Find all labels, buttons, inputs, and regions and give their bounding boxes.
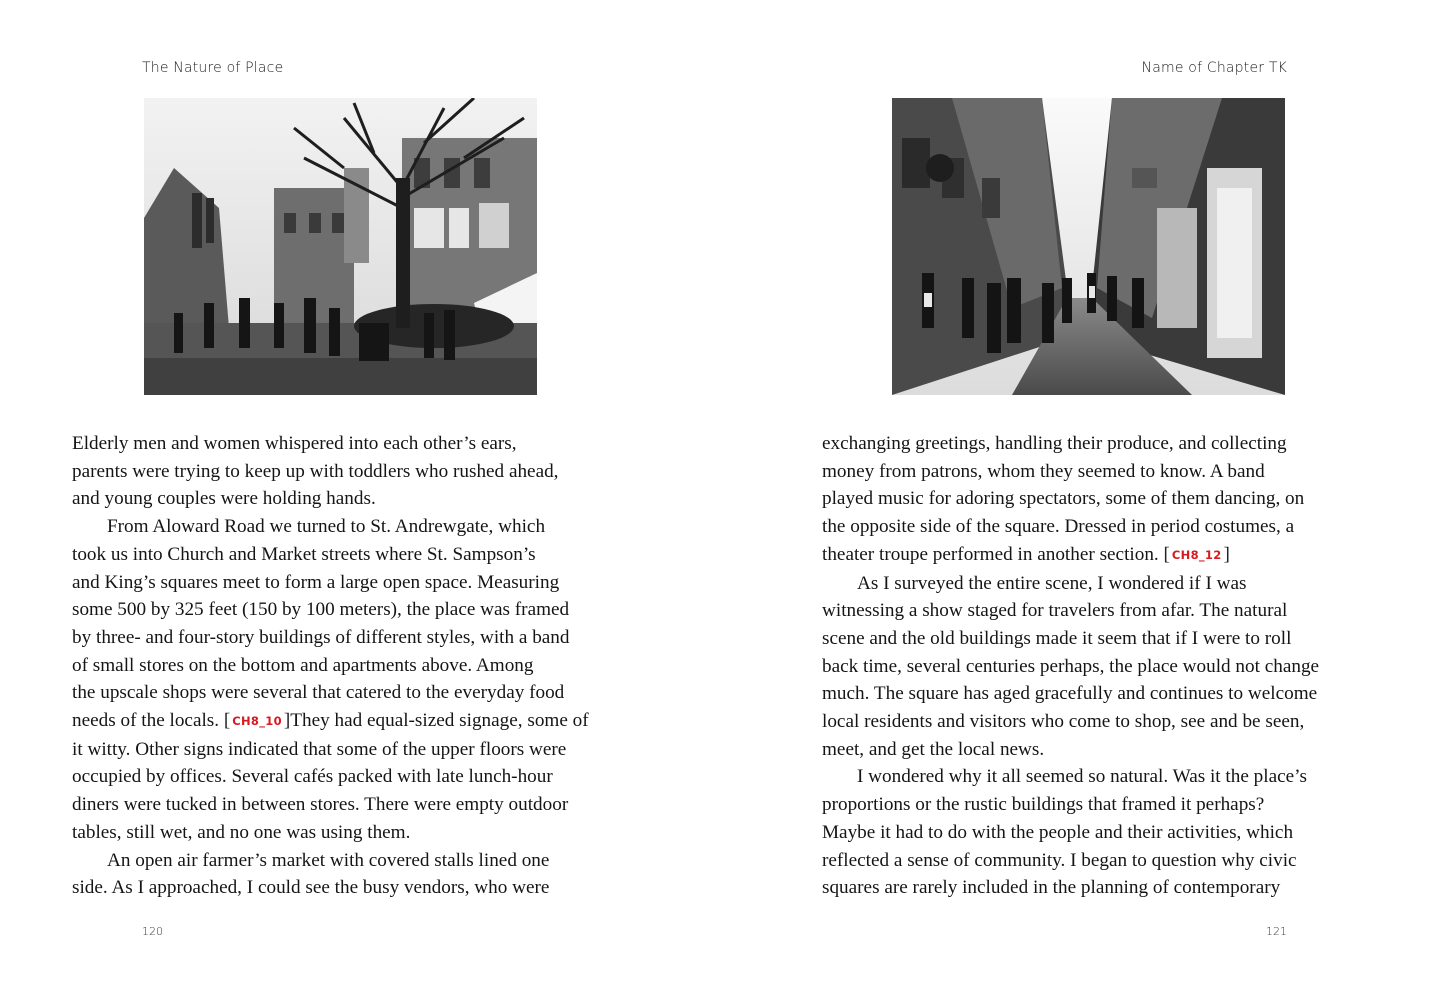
text-line: the upscale shops were several that catered to the everyday food (72, 682, 565, 704)
text-line: by three- and four-story buildings of different styles, with a band (72, 626, 570, 648)
figure-ref-ch8-10 (224, 710, 290, 731)
figure-ref-close-bracket: ] (1223, 543, 1230, 565)
text-line: I wondered why it all seemed so natural. Was it the place’s (857, 766, 1307, 788)
body-text-right (822, 430, 1382, 902)
text-segment: needs of the locals. (72, 710, 224, 732)
text-line: much. The square has aged gracefully and continues to welcome (822, 683, 1318, 705)
text-line-with-figure-ref (822, 541, 1382, 570)
town-square-photo-graphic (144, 98, 537, 395)
text-line: reflected a sense of community. I began to question why civic (822, 849, 1297, 871)
text-line: An open air farmer’s market with covered stalls lined one (107, 849, 550, 871)
running-head-left: The Nature of Place (142, 60, 284, 76)
right-page (715, 0, 1429, 1000)
text-line-with-figure-ref (72, 707, 632, 736)
running-head-right: Name of Chapter TK (1141, 60, 1287, 76)
text-line: side. As I approached, I could see the busy vendors, who were (72, 877, 550, 899)
figure-ref-open-bracket: [ (1163, 543, 1170, 565)
page-number-left: 120 (142, 925, 163, 938)
text-line: witnessing a show staged for travelers from afar. The natural (822, 600, 1288, 622)
text-line: scene and the old buildings made it seem that if I were to roll (822, 627, 1292, 649)
figure-ref-code: CH8_10 (232, 714, 282, 729)
text-segment: They had equal-sized signage, some of (290, 710, 589, 732)
text-line: played music for adoring spectators, some of them dancing, on (822, 488, 1305, 510)
left-page (0, 0, 714, 1000)
text-line: and King’s squares meet to form a large open space. Measuring (72, 571, 560, 593)
body-text-left (72, 430, 632, 902)
narrow-street-photo-graphic (892, 98, 1285, 395)
text-line: parents were trying to keep up with toddlers who rushed ahead, (72, 460, 559, 482)
text-line: tables, still wet, and no one was using them. (72, 821, 411, 843)
text-line: money from patrons, whom they seemed to know. A band (822, 460, 1265, 482)
text-line: squares are rarely included in the planning of contemporary (822, 877, 1281, 899)
text-line: of small stores on the bottom and apartments above. Among (72, 654, 534, 676)
text-line: Elderly men and women whispered into each other’s ears, (72, 433, 517, 454)
text-line: it witty. Other signs indicated that some of the upper floors were (72, 738, 567, 760)
text-line: meet, and get the local news. (822, 738, 1045, 760)
text-line: As I surveyed the entire scene, I wondered if I was (857, 572, 1247, 594)
narrow-street-photo (892, 98, 1285, 395)
text-line: some 500 by 325 feet (150 by 100 meters), the place was framed (72, 599, 570, 621)
text-segment: theater troupe performed in another section. (822, 543, 1164, 565)
text-line: proportions or the rustic buildings that framed it perhaps? (822, 794, 1265, 816)
text-line: back time, several centuries perhaps, the place would not change (822, 655, 1320, 677)
text-line: exchanging greetings, handling their produce, and collecting (822, 433, 1287, 454)
text-line: and young couples were holding hands. (72, 488, 376, 510)
figure-ref-close-bracket: ] (283, 710, 291, 732)
figure-ref-open-bracket: [ (223, 710, 231, 732)
figure-ref-code: CH8_12 (1171, 547, 1222, 562)
text-line: diners were tucked in between stores. There were empty outdoor (72, 794, 569, 816)
text-line: the opposite side of the square. Dressed in period costumes, a (822, 516, 1295, 538)
text-line: From Aloward Road we turned to St. Andrewgate, which (107, 516, 546, 538)
town-square-photo (144, 98, 537, 395)
figure-ref-ch8-12 (1164, 544, 1230, 565)
text-line: local residents and visitors who come to shop, see and be seen, (822, 711, 1305, 733)
text-line: occupied by offices. Several cafés packed with late lunch-hour (72, 766, 553, 788)
text-line: took us into Church and Market streets where St. Sampson’s (72, 543, 536, 565)
text-line: Maybe it had to do with the people and their activities, which (822, 821, 1294, 843)
page-number-right: 121 (1266, 925, 1287, 938)
